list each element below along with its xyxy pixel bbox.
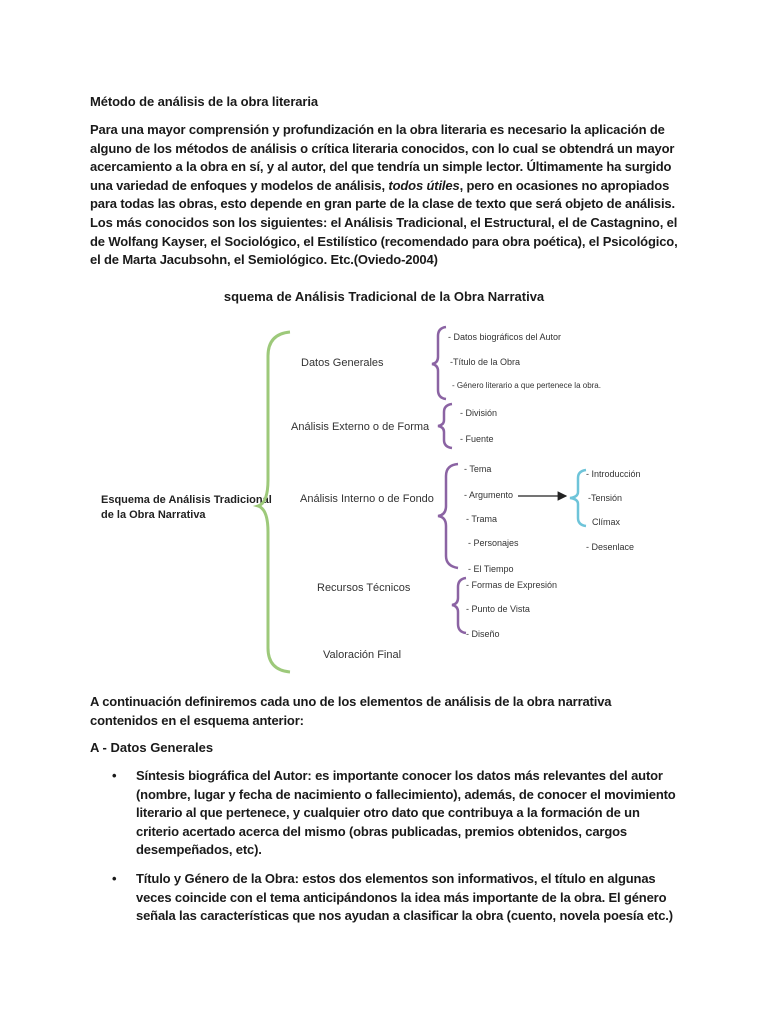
intro-italic: todos útiles bbox=[388, 177, 460, 193]
list-item-text: estos dos elementos son informativos, el título en algunas veces coincide con el tema anticipándonos la idea más importante de la obra. El género señala las características que nos ayudan a clasificar la obra (cuento, novela poesía etc.) bbox=[136, 870, 673, 924]
item-titulo-obra: -Título de la Obra bbox=[450, 357, 521, 367]
brace-analisis-interno bbox=[438, 464, 458, 568]
list-item-term: Título y Género de la Obra: bbox=[136, 870, 299, 886]
item-trama: - Trama bbox=[466, 514, 498, 524]
bullet-list bbox=[90, 767, 680, 936]
root-label-line1: Esquema de Análisis Tradicional bbox=[101, 494, 272, 506]
item-desenlace: - Desenlace bbox=[586, 542, 635, 552]
intro-text-1: Para una mayor comprensión y profundización en la obra literaria es necesario la aplicación de alguno de los métodos de análisis o crítica literaria conocidos, con lo cual se obtendrá un mayor acercamiento a la obra en sí, y al autor, del que tendría un simple lector. Últimamente ha surgido una variedad de enfoques y modelos de análisis, bbox=[90, 122, 675, 193]
item-diseno: - Diseño bbox=[466, 629, 500, 639]
item-punto-vista: - Punto de Vista bbox=[466, 604, 530, 614]
list-item bbox=[90, 767, 680, 860]
item-fuente: - Fuente bbox=[460, 434, 494, 444]
root-label-line2: de la Obra Narrativa bbox=[101, 509, 206, 521]
branch-analisis-externo: Análisis Externo o de Forma bbox=[291, 421, 430, 433]
brace-datos-generales bbox=[432, 327, 446, 399]
item-datos-biograficos: - Datos biográficos del Autor bbox=[448, 332, 562, 342]
section-heading: A - Datos Generales bbox=[90, 740, 214, 755]
brace-recursos-tecnicos bbox=[452, 578, 466, 633]
item-tension: -Tensión bbox=[588, 493, 623, 503]
followup-paragraph: A continuación definiremos cada uno de los elementos de análisis de la obra narrativa contenidos en el esquema anterior: bbox=[90, 694, 612, 728]
item-climax: Clímax bbox=[592, 517, 621, 527]
item-el-tiempo: - El Tiempo bbox=[468, 564, 514, 574]
item-tema: - Tema bbox=[464, 464, 492, 474]
list-item-text: es importante conocer los datos más relevantes del autor (nombre, lugar y fecha de nacimiento o fallecimiento), además, de conocer el movimiento literario al que pertenece, y cualquier otro dato que contribuya a la formación de un criterio acertado acerca del mismo (obras publicadas, premios obtenidos, cargos desempeñados, etc). bbox=[136, 768, 676, 858]
bullet-icon: • bbox=[112, 768, 117, 783]
brace-argumento bbox=[570, 470, 586, 526]
bullet-icon: • bbox=[112, 870, 117, 886]
branch-analisis-interno: Análisis Interno o de Fondo bbox=[300, 493, 434, 505]
item-division: - División bbox=[460, 408, 498, 418]
brace-analisis-externo bbox=[438, 404, 452, 448]
branch-datos-generales: Datos Generales bbox=[301, 357, 384, 369]
item-personajes: - Personajes bbox=[468, 538, 519, 548]
item-argumento: - Argumento bbox=[464, 490, 514, 500]
branch-recursos-tecnicos: Recursos Técnicos bbox=[317, 582, 411, 594]
analysis-scheme-diagram bbox=[0, 300, 768, 680]
intro-text-2: , pero en ocasiones no apropiados para todas las obras, esto depende en gran parte de la clase de texto que será objeto de análisis. Los más conocidos son los siguientes: el Análisis Tradicional, el Estructural, el de Castagnino, el de Wolfang Kayser, el Sociológico, el Estilístico (recomendado para obra poética), el Psicológico, el de Marta Jacubsohn, el Semiológico. Etc.(Oviedo-2004) bbox=[90, 177, 678, 268]
item-introduccion: - Introducción bbox=[586, 469, 641, 479]
item-genero-literario: - Género literario a que pertenece la obra. bbox=[452, 381, 601, 390]
list-item bbox=[90, 870, 680, 926]
figure-title: squema de Análisis Tradicional de la Obra Narrativa bbox=[223, 289, 545, 304]
list-item-term: Síntesis biográfica del Autor: bbox=[136, 768, 312, 783]
main-brace bbox=[258, 332, 290, 672]
intro-paragraph bbox=[90, 121, 680, 270]
page-title: Método de análisis de la obra literaria bbox=[90, 94, 319, 109]
item-formas-expresion: - Formas de Expresión bbox=[466, 580, 558, 590]
branch-valoracion-final: Valoración Final bbox=[323, 649, 402, 661]
